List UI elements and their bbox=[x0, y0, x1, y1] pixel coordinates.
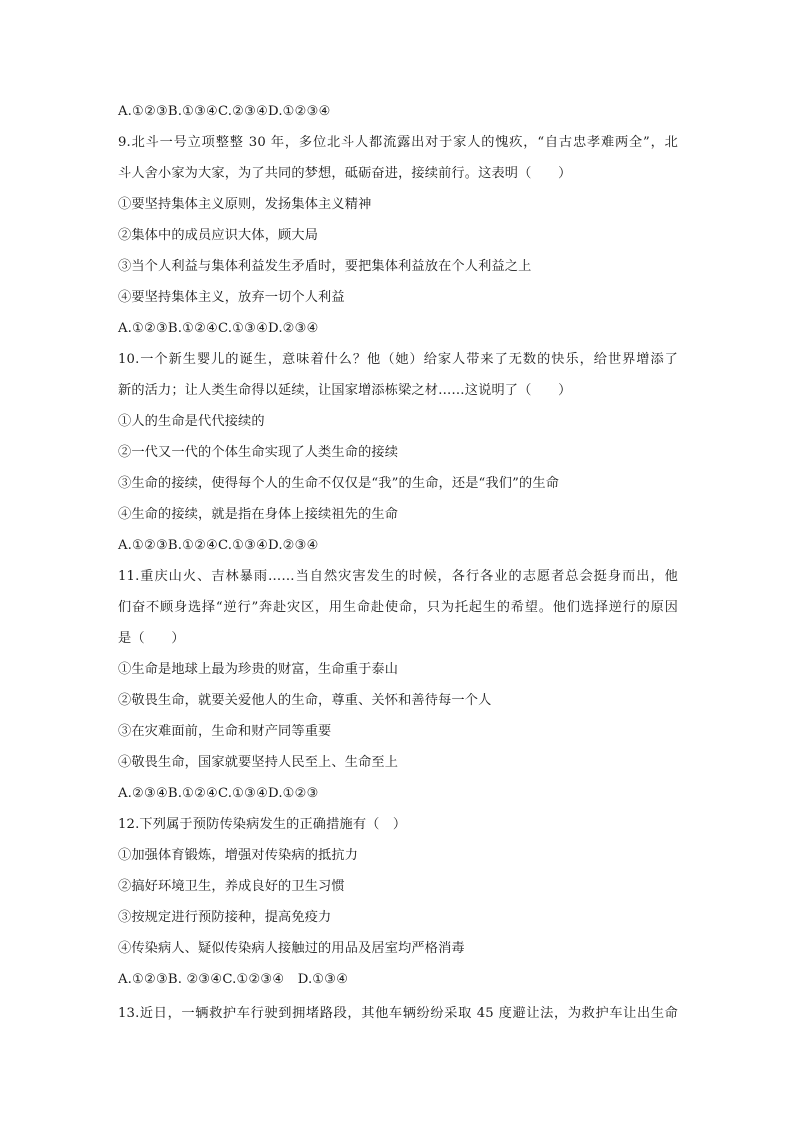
q12-item-3: ③按规定进行预防接种，提高免疫力 bbox=[118, 910, 332, 925]
q11-options: A.②③④B.①②④C.①③④D.①②③ bbox=[118, 786, 319, 801]
q10-item-4: ④生命的接续，就是指在身体上接续祖先的生命 bbox=[118, 507, 399, 522]
q9-options: A.①②③B.①②④C.①③④D.②③④ bbox=[118, 321, 319, 336]
q10-options: A.①②③B.①②④C.①③④D.②③④ bbox=[118, 538, 319, 553]
q12-stem: 12.下列属于预防传染病发生的正确措施有（ ） bbox=[118, 817, 407, 832]
q13-stem-line-1: 13.近日，一辆救护车行驶到拥堵路段，其他车辆纷纷采取 45 度避让法，为救护车让出生命 bbox=[118, 1006, 678, 1021]
q11-item-4: ④敬畏生命，国家就要坚持人民至上、生命至上 bbox=[118, 755, 399, 770]
q9-stem-line-2: 斗人舍小家为大家，为了共同的梦想，砥砺奋进，接续前行。这表明（ ） bbox=[118, 166, 572, 181]
q10-item-3: ③生命的接续，使得每个人的生命不仅仅是“我”的生命，还是“我们”的生命 bbox=[118, 476, 560, 491]
q9-item-4: ④要坚持集体主义，放弃一切个人利益 bbox=[118, 290, 345, 305]
q10-item-1: ①人的生命是代代接续的 bbox=[118, 414, 265, 429]
q11-stem-line-2: 们奋不顾身选择“逆行”奔赴灾区，用生命赴使命，只为托起生的希望。他们选择逆行的原因 bbox=[118, 600, 678, 615]
q10-stem-line-2: 新的活力；让人类生命得以延续，让国家增添栋梁之材……这说明了（ ） bbox=[118, 383, 572, 398]
q9-item-1: ①要坚持集体主义原则，发扬集体主义精神 bbox=[118, 197, 372, 212]
q11-stem-line-1: 11.重庆山火、吉林暴雨……当自然灾害发生的时候，各行各业的志愿者总会挺身而出，他 bbox=[118, 569, 678, 584]
q12-options: A.①②③B. ②③④C.①②③④ D.①③④ bbox=[118, 972, 349, 987]
q11-stem-line-3: 是（ ） bbox=[118, 631, 185, 646]
q10-item-2: ②一代又一代的个体生命实现了人类生命的接续 bbox=[118, 445, 399, 460]
q12-item-4: ④传染病人、疑似传染病人接触过的用品及居室均严格消毒 bbox=[118, 941, 465, 956]
q12-item-2: ②搞好环境卫生，养成良好的卫生习惯 bbox=[118, 879, 345, 894]
q10-stem-line-1: 10.一个新生婴儿的诞生，意味着什么？他（她）给家人带来了无数的快乐，给世界增添了 bbox=[118, 352, 678, 367]
q11-item-1: ①生命是地球上最为珍贵的财富，生命重于泰山 bbox=[118, 662, 399, 677]
q9-item-2: ②集体中的成员应识大体，顾大局 bbox=[118, 228, 319, 243]
q9-item-3: ③当个人利益与集体利益发生矛盾时，要把集体利益放在个人利益之上 bbox=[118, 259, 532, 274]
q9-stem-line-1: 9.北斗一号立项整整 30 年，多位北斗人都流露出对于家人的愧疚，“自古忠孝难两全”，北 bbox=[118, 135, 678, 150]
q11-item-2: ②敬畏生命，就要关爱他人的生命，尊重、关怀和善待每一个人 bbox=[118, 693, 492, 708]
q8-options: A.①②③B.①③④C.②③④D.①②③④ bbox=[118, 104, 331, 119]
q12-item-1: ①加强体育锻炼，增强对传染病的抵抗力 bbox=[118, 848, 359, 863]
q11-item-3: ③在灾难面前，生命和财产同等重要 bbox=[118, 724, 332, 739]
